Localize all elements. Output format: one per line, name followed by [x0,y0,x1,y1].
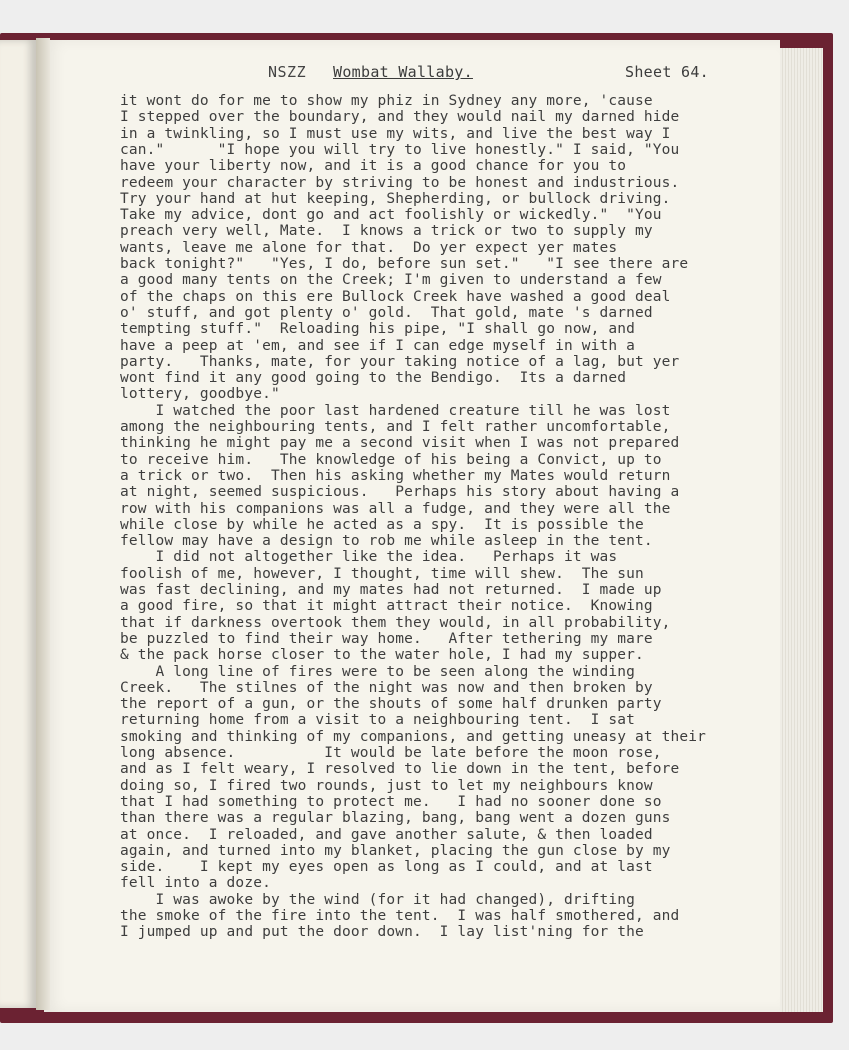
text-line: & the pack horse closer to the water hole, I had my supper. [120,647,644,664]
text-line: to receive him. The knowledge of his being a Convict, up to [120,451,662,468]
text-line: side. I kept my eyes open as long as I could, and at last [120,859,653,876]
text-line: Try your hand at hut keeping, Shepherding, or bullock driving. [120,190,671,207]
text-line: in a twinkling, so I must use my wits, and live the best way I [120,125,671,142]
text-line: tempting stuff." Reloading his pipe, "I shall go now, and [120,321,636,338]
text-line: while close by while he acted as a spy. It is possible the [120,516,644,533]
text-line: wont find it any good going to the Bendigo. Its a darned [120,370,627,387]
text-line: was fast declining, and my mates had not returned. I made up [120,582,662,598]
header-code: NSZZ [268,63,307,81]
text-line: among the neighbouring tents, and I felt rather uncomfortable, [120,419,671,435]
text-line: a trick or two. Then his asking whether my Mates would return [120,467,671,484]
text-line: I watched the poor last hardened creature till he was lost [120,402,671,419]
text-line: can." "I hope you will try to live honestly." I said, "You [120,141,680,158]
text-line: foolish of me, however, I thought, time will shew. The sun [120,565,644,582]
text-line: smoking and thinking of my companions, and getting uneasy at their [120,728,707,745]
text-line: fellow may have a design to rob me while asleep in the tent. [120,533,653,550]
text-line: thinking he might pay me a second visit when I was not prepared [120,435,680,452]
text-line: Creek. The stilnes of the night was now and then broken by [120,679,653,696]
text-line: back tonight?" "Yes, I do, before sun set." "I see there are [120,256,689,272]
text-line: of the chaps on this ere Bullock Creek have washed a good deal [120,288,671,305]
text-line: at night, seemed suspicious. Perhaps his story about having a [120,484,680,501]
text-line: I jumped up and put the door down. I lay list'ning for the [120,924,644,941]
text-line: at once. I reloaded, and gave another salute, & then loaded [120,826,653,843]
text-line: be puzzled to find their way home. After tethering my mare [120,630,653,647]
text-line: a good fire, so that it might attract their notice. Knowing [120,598,653,615]
sheet-number: Sheet 64. [625,63,709,81]
text-line: Take my advice, dont go and act foolishly or wickedly." "You [120,207,662,224]
text-line: o' stuff, and got plenty o' gold. That gold, mate 's darned [120,304,653,321]
text-line: doing so, I fired two rounds, just to let my neighbours know [120,777,653,794]
text-line: and as I felt weary, I resolved to lie down in the tent, before [120,761,680,778]
text-line: A long line of fires were to be seen along the winding [120,663,636,680]
text-line: fell into a doze. [120,875,271,892]
text-line: lottery, goodbye." [120,386,280,403]
text-line: wants, leave me alone for that. Do yer expect yer mates [120,239,618,256]
text-line: redeem your character by striving to be honest and industrious. [120,174,680,191]
text-line: long absence. It would be late before the moon rose, [120,745,662,761]
header-title: Wombat Wallaby. [333,63,473,81]
text-line: a good many tents on the Creek; I'm given to understand a few [120,272,662,289]
text-line: preach very well, Mate. I knows a trick or two to supply my [120,223,653,240]
text-line: than there was a regular blazing, bang, bang went a dozen guns [120,810,671,827]
text-line: the report of a gun, or the shouts of some half drunken party [120,696,662,713]
text-line: the smoke of the fire into the tent. I was half smothered, and [120,908,680,924]
text-line: returning home from a visit to a neighbouring tent. I sat [120,712,636,729]
text-line: have a peep at 'em, and see if I can edge myself in with a [120,337,636,354]
text-line: row with his companions was all a fudge, and they were all the [120,500,671,517]
text-line: I stepped over the boundary, and they would nail my darned hide [120,109,680,126]
text-line: that I had something to protect me. I had no sooner done so [120,793,662,810]
text-line: that if darkness overtook them they would, in all probability, [120,614,671,631]
text-line: have your liberty now, and it is a good chance for you to [120,158,627,175]
text-line: party. Thanks, mate, for your taking notice of a lag, but yer [120,353,680,370]
text-line: I was awoke by the wind (for it had changed), drifting [120,891,636,908]
text-line: again, and turned into my blanket, placing the gun close by my [120,842,671,859]
text-line: I did not altogether like the idea. Perhaps it was [120,549,618,566]
text-line: it wont do for me to show my phiz in Sydney any more, 'cause [120,93,653,109]
